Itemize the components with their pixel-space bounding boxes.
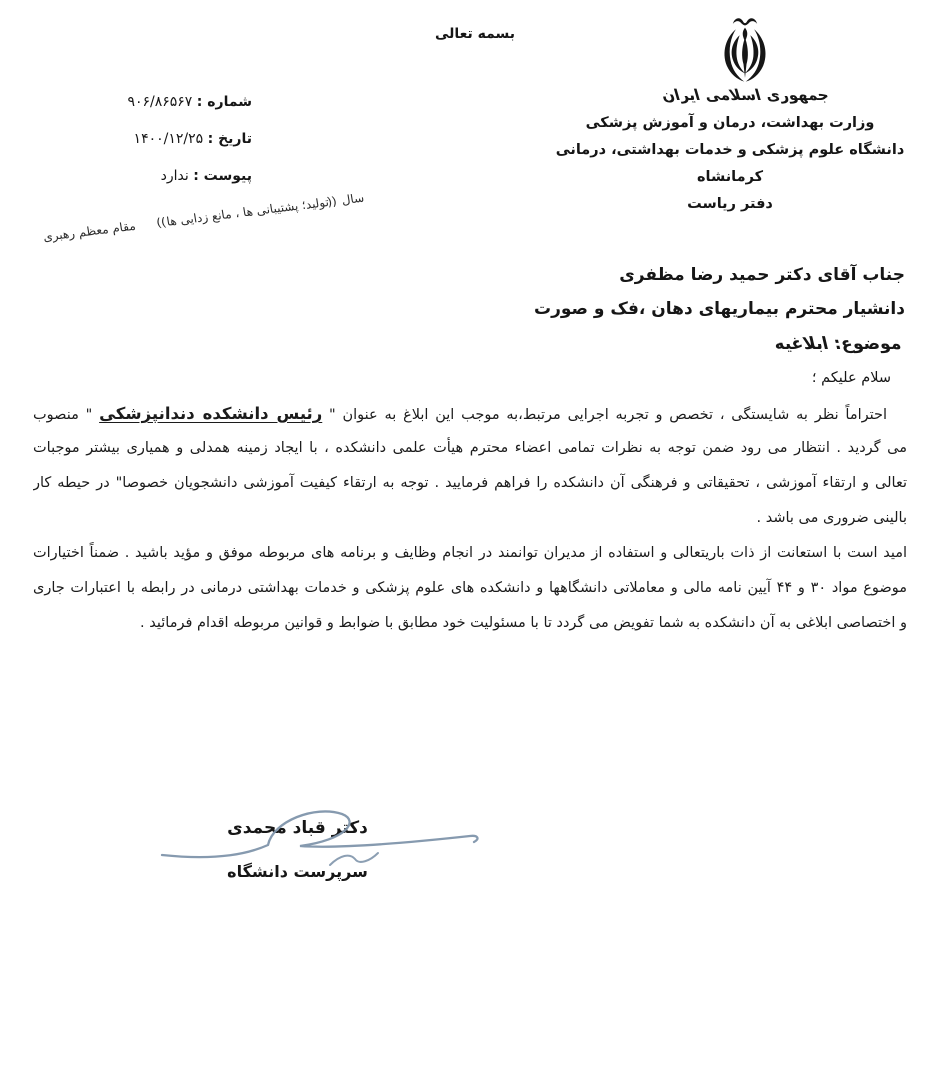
date-value: ۱۴۰۰/۱۲/۲۵ (133, 131, 204, 147)
body-line-1-pre: احتراماً نظر به شایستگی ، تخصص و تجربه اجرایی مرتبط،به موجب این ابلاغ به عنوان " (322, 407, 887, 423)
appointment-title: رئیس دانشکده دندانپزشکی (99, 404, 323, 423)
recipient-name: جناب آقای دکتر حمید رضا مظفری (619, 265, 905, 285)
body-line: موضوع مواد ۳۰ و ۴۴ آیین نامه مالی و معاملاتی دانشگاهها و دانشکده های علوم پزشکی و خدمات بهداشتی درمانی در رابطه با اعتبارات جاری (33, 580, 907, 596)
body-line-1-post: " منصوب (33, 407, 100, 423)
body-line (33, 396, 907, 431)
besmele-text: بسمه تعالی (434, 26, 516, 42)
office-line: دفتر ریاست (687, 196, 773, 212)
university-line: دانشگاه علوم پزشکی و خدمات بهداشتی، درمانی کرمانشاه (555, 142, 905, 185)
year-slogan-block (39, 191, 366, 244)
letterhead-block (535, 110, 925, 218)
republic-calligraphy: جمهوری اسلامی ایران (659, 86, 831, 104)
subject-line: موضوع: ابلاغیه (771, 334, 904, 354)
signer-name: دکتر قباد محمدی (227, 818, 368, 838)
letter-attachment-row (40, 158, 252, 195)
ministry-line: وزارت بهداشت، درمان و آموزش پزشکی (585, 115, 875, 131)
letter-date-row (40, 121, 252, 158)
salutation-line: سلام علیکم ؛ (811, 370, 891, 386)
letter-number-row (40, 84, 252, 121)
body-line: بالینی ضروری می باشد . (756, 510, 907, 526)
date-label: تاریخ : (207, 131, 252, 147)
signer-role: سرپرست دانشگاه (227, 862, 368, 881)
number-label: شماره : (196, 94, 252, 110)
body-line: تعالی و ارتقاء آموزشی ، تحقیقاتی و فرهنگی آن دانشکده را فراهم فرمایید . توجه به ارتقاء کیفیت آموزشی دانشجویان خصوصا" در حیطه کار (33, 475, 907, 491)
iran-national-emblem-icon (707, 14, 783, 90)
letter-meta-block (40, 84, 252, 195)
body-line: می گردید . انتظار می رود ضمن توجه به نظرات تمامی اعضاء محترم هیأت علمی دانشکده ، با ایجاد زمینه همدلی و همیاری بیشتر موجبات (33, 440, 907, 456)
letter-body (33, 396, 907, 641)
body-line: امید است با استعانت از ذات باریتعالی و استفاده از مدیران توانمند در انجام وظایف و برنامه های مربوطه موفق و مؤید باشید . ضمناً اختیارات (33, 545, 907, 561)
recipient-title: دانشیار محترم بیماریهای دهان ،فک و صورت (534, 299, 905, 319)
number-value: ۹۰۶/۸۶۵۶۷ (127, 94, 193, 110)
slogan-attribution: مقام معظم رهبری (39, 219, 138, 244)
recipient-block (534, 258, 905, 395)
slogan-year-text: سال ((تولید؛ پشتیبانی ها ، مانع زدایی ها)) (153, 191, 366, 230)
attachment-label: پیوست : (193, 168, 252, 184)
attachment-value: ندارد (160, 168, 189, 184)
body-line: و اختصاصی ابلاغی به آن دانشکده به شما تفویض می گردد تا با مسئولیت خود مطابق با ضوابط و قوانین مربوطه اقدام فرمائید . (140, 615, 907, 631)
